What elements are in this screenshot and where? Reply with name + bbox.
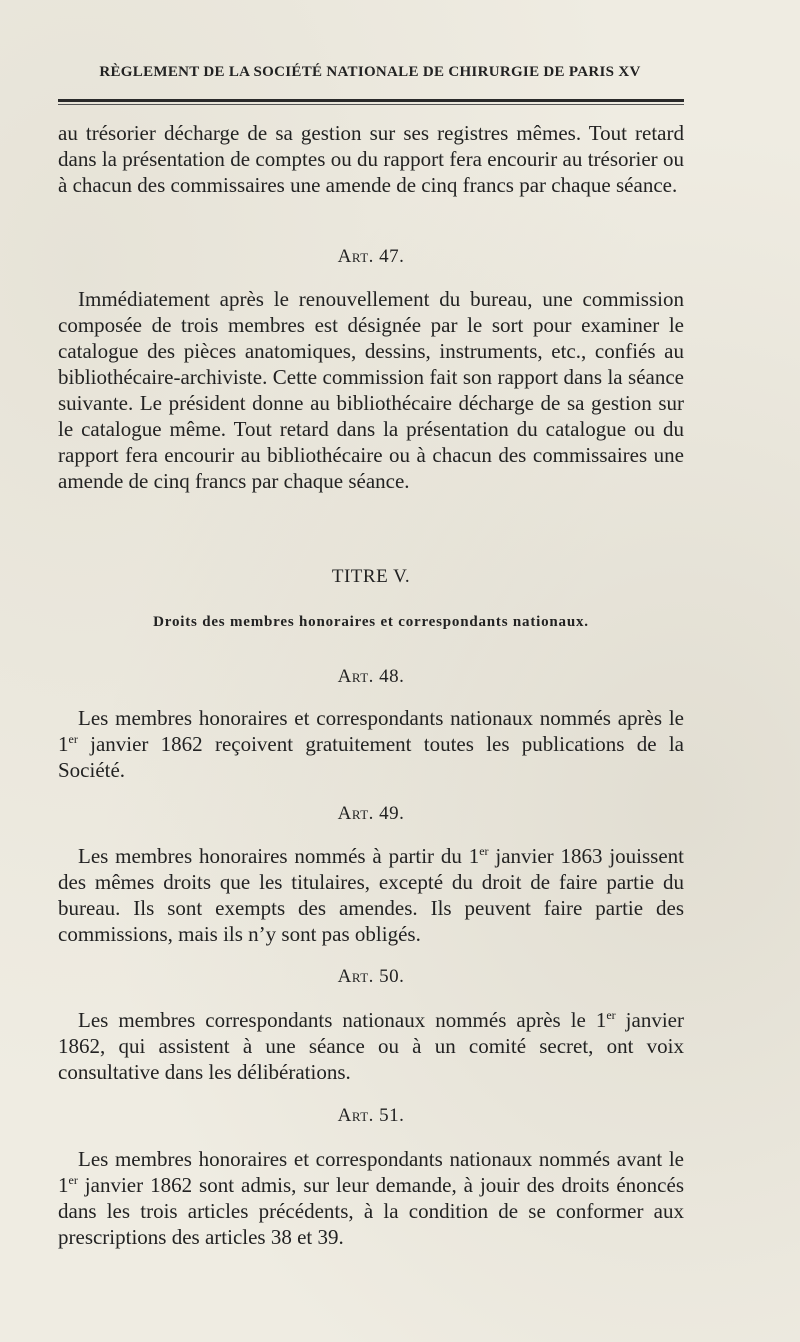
- article-51-text: [58, 1146, 684, 1250]
- article-47-text: Immédiatement après le renouvellement du bureau, une commission composée de trois membres est désignée par le sort pour examiner le catalogue des pièces anatomiques, dessins, instruments, etc., confiés au bibliothécaire-archiviste. Cette commission fait son rapport dans la séance suivante. Le président donne au bibliothécaire décharge de sa gestion sur le catalogue même. Tout retard dans la présentation du catalogue ou du rapport fera encourir au bibliothécaire ou à chacun des commissaires une amende de cinq francs par chaque séance.: [58, 287, 684, 493]
- article-51-heading: Art. 51.: [337, 1105, 405, 1126]
- article-49-text: [58, 843, 684, 947]
- article-50-heading: Art. 50.: [337, 966, 405, 987]
- header-rule: [58, 99, 684, 102]
- article-50-text: [58, 1007, 684, 1085]
- article-49-text-a: Les membres honoraires nommés à partir du 1: [78, 844, 480, 868]
- article-51-text-b: janvier 1862 sont admis, sur leur demande, à jouir des droits énoncés dans les trois articles précédents, à la condition de se conformer aux prescriptions des articles 38 et 39.: [58, 1173, 684, 1249]
- article-49-sup: er: [479, 844, 489, 858]
- article-48-heading: Art. 48.: [337, 666, 405, 687]
- continuation-paragraph: au trésorier décharge de sa gestion sur ses registres mêmes. Tout retard dans la présentation de comptes ou du rapport fera encourir au trésorier ou à chacun des commissaires une amende de cinq francs par chaque séance.: [58, 121, 684, 197]
- article-48-text-a: Les membres honoraires et correspondants nationaux nommés après le 1: [58, 706, 684, 756]
- article-51-text-a: Les membres honoraires et correspondants nationaux nommés avant le 1: [58, 1147, 684, 1197]
- article-48-text-b: janvier 1862 reçoivent gratuitement toutes les publications de la Société.: [58, 732, 684, 782]
- article-47-heading: Art. 47.: [337, 246, 405, 267]
- article-51-sup: er: [68, 1173, 78, 1187]
- titre-subtitle: Droits des membres honoraires et correspondants nationaux.: [153, 614, 589, 630]
- article-50-text-b: janvier 1862, qui assistent à une séance ou à un comité secret, ont voix consultative dans les délibérations.: [58, 1008, 684, 1084]
- article-50-text-a: Les membres correspondants nationaux nommés après le 1: [78, 1008, 607, 1032]
- article-48-text: [58, 705, 684, 783]
- article-50-sup: er: [606, 1008, 616, 1022]
- titre-heading: TITRE V.: [331, 566, 411, 587]
- article-49-heading: Art. 49.: [337, 803, 405, 824]
- running-head: RÈGLEMENT DE LA SOCIÉTÉ NATIONALE DE CHIRURGIE DE PARIS XV: [99, 64, 641, 80]
- article-48-sup: er: [68, 732, 78, 746]
- article-49-text-b: janvier 1863 jouissent des mêmes droits que les titulaires, excepté du droit de faire partie du bureau. Ils sont exempts des amendes. Ils peuvent faire partie des commissions, mais ils n’y sont pas obligés.: [58, 844, 684, 946]
